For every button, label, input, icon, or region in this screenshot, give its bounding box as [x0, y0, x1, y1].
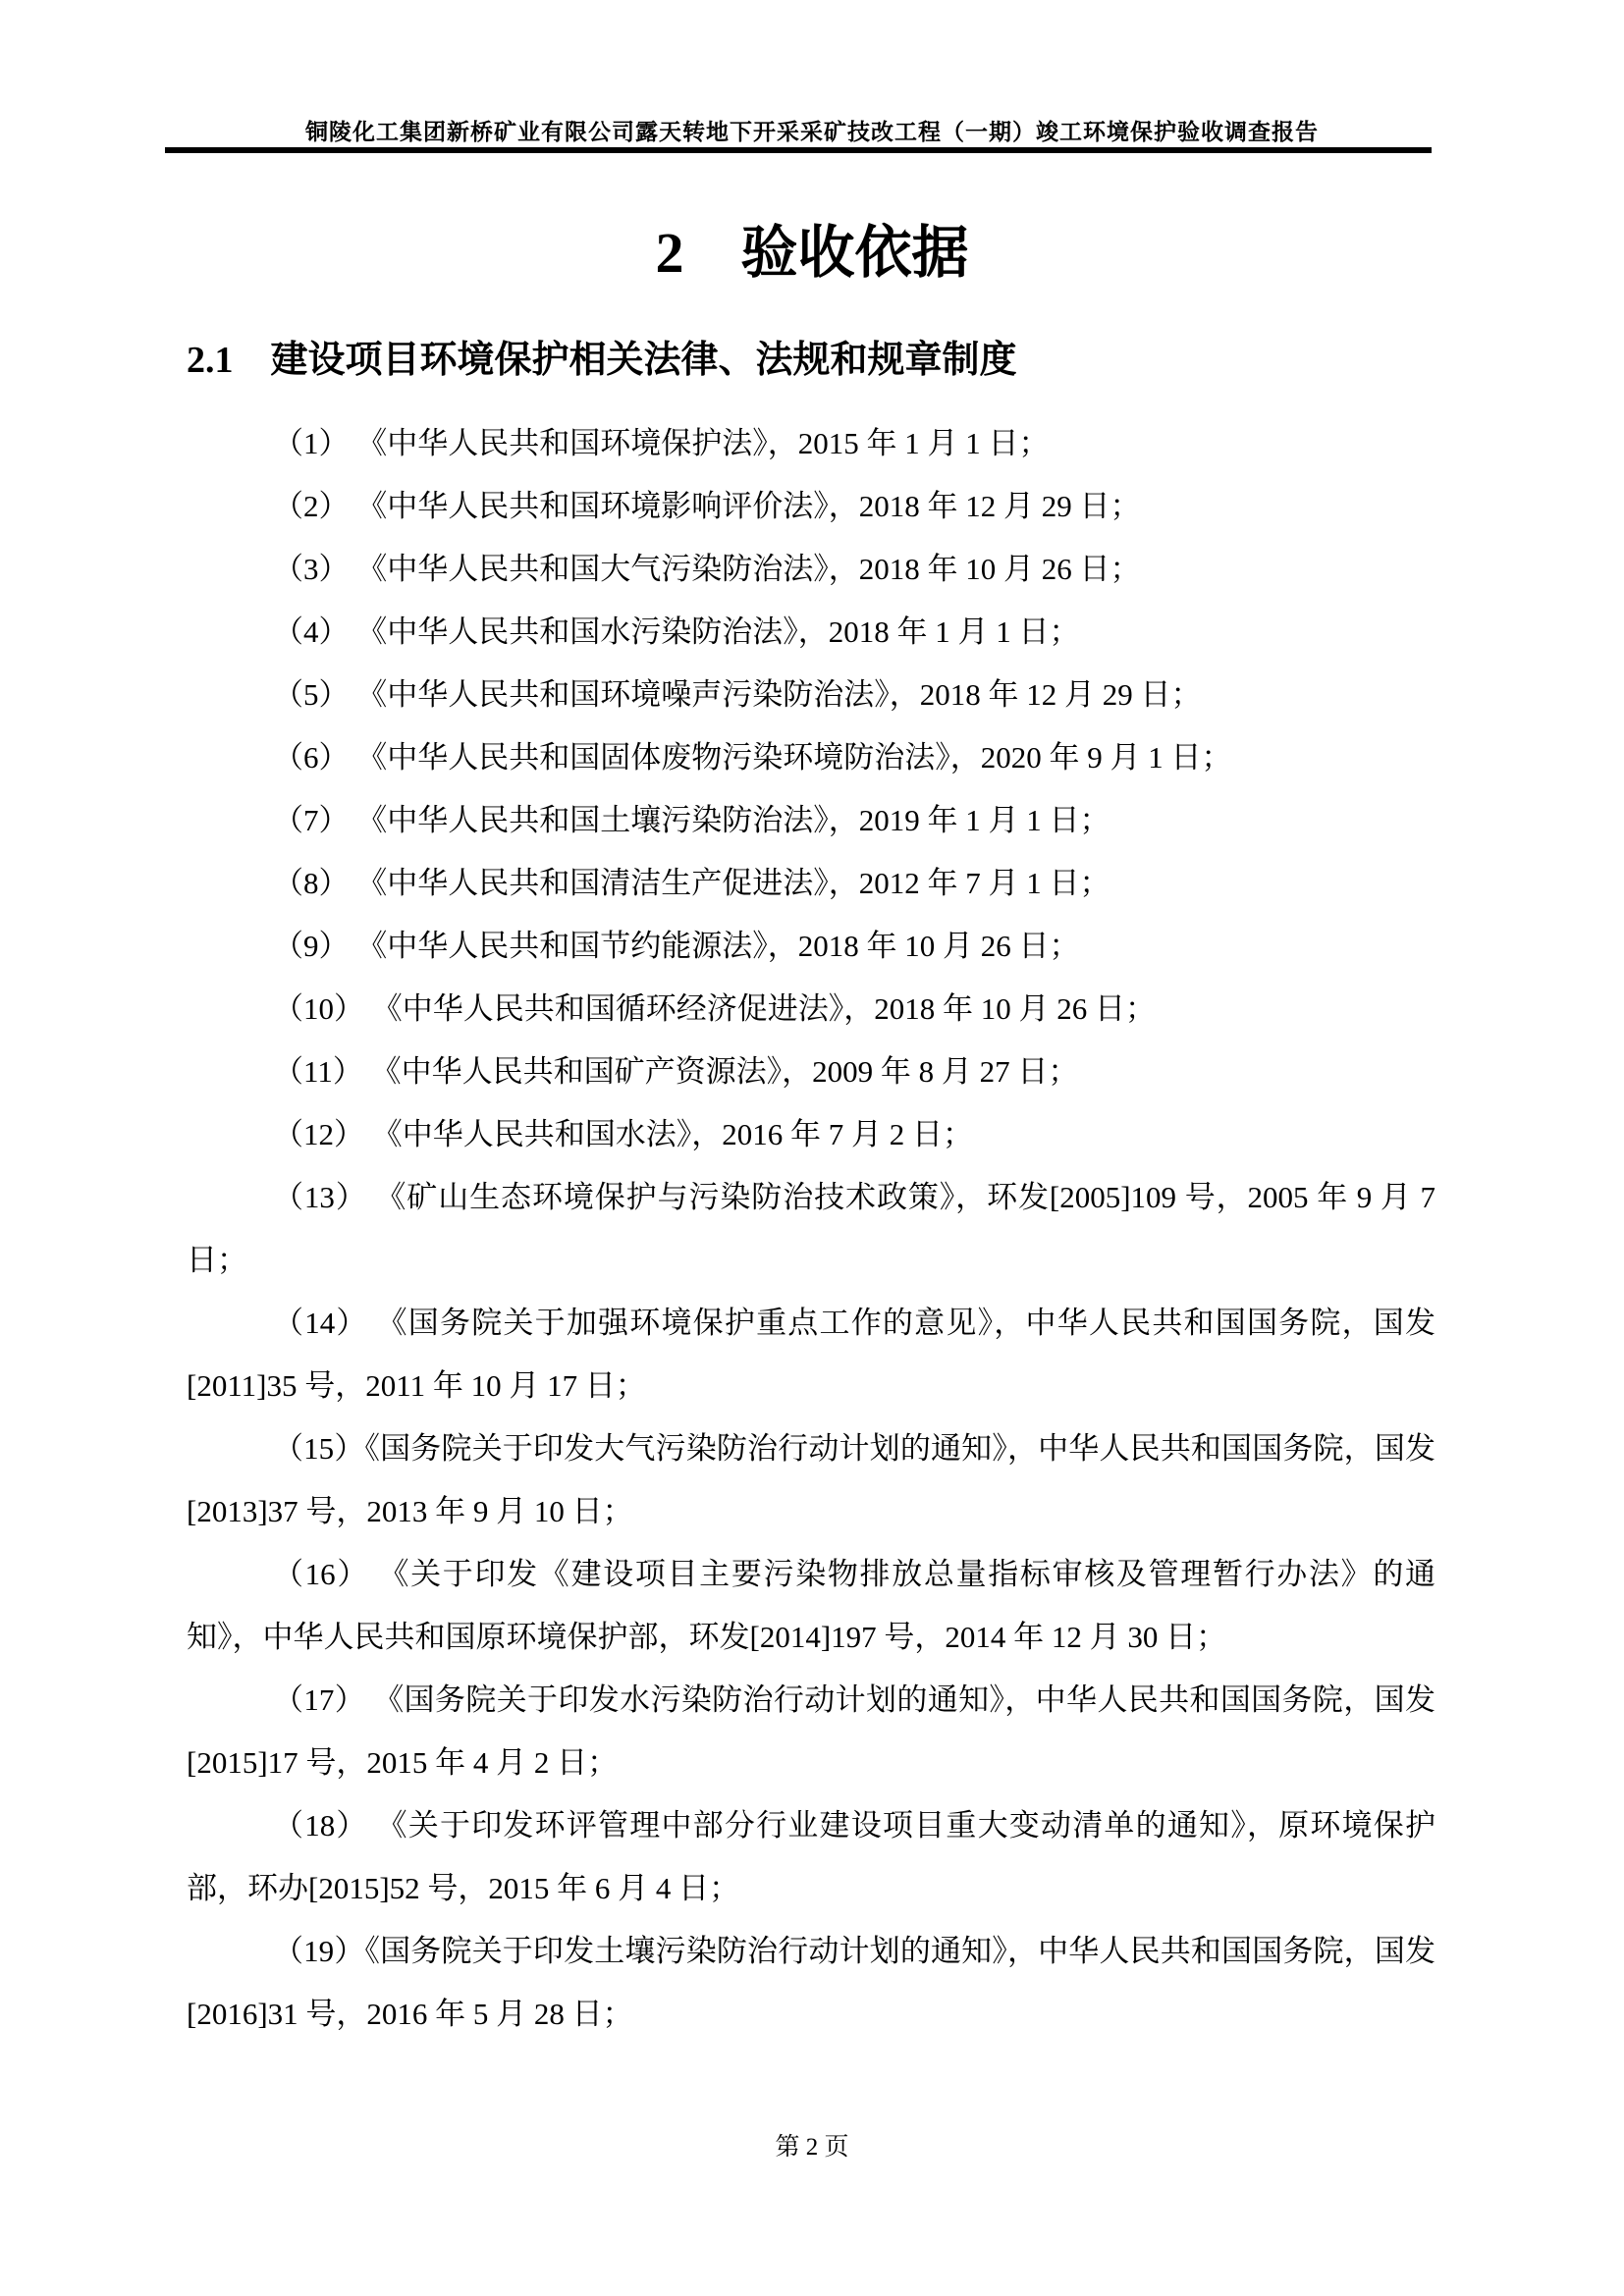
running-header: 铜陵化工集团新桥矿业有限公司露天转地下开采采矿技改工程（一期）竣工环境保护验收调查报告 [305, 120, 1319, 144]
reference-item: （17） 《国务院关于印发水污染防治行动计划的通知》，中华人民共和国国务院，国发[2015]17 号，2015 年 4 月 2 日； [187, 1682, 1435, 1780]
reference-item: （9） 《中华人民共和国节约能源法》，2018 年 10 月 26 日； [273, 929, 1080, 963]
reference-item: （13） 《矿山生态环境保护与污染防治技术政策》，环发[2005]109 号，2005 年 9 月 7 日； [187, 1180, 1435, 1277]
reference-item: （12） 《中华人民共和国水法》，2016 年 7 月 2 日； [273, 1117, 973, 1151]
reference-item: （19）《国务院关于印发土壤污染防治行动计划的通知》，中华人民共和国国务院，国发[2016]31 号，2016 年 5 月 28 日； [187, 1934, 1435, 2031]
reference-item: （6） 《中华人民共和国固体废物污染环境防治法》，2020 年 9 月 1 日； [273, 740, 1232, 774]
reference-item: （16） 《关于印发《建设项目主要污染物排放总量指标审核及管理暂行办法》的通知》，中华人民共和国原环境保护部，环发[2014]197 号，2014 年 12 月 30 日； [187, 1557, 1435, 1654]
chapter-title: 2 验收依据 [655, 221, 969, 285]
reference-item: （1） 《中华人民共和国环境保护法》，2015 年 1 月 1 日； [273, 426, 1050, 460]
reference-item: （11） 《中华人民共和国矿产资源法》，2009 年 8 月 27 日； [273, 1054, 1079, 1089]
reference-item: （8） 《中华人民共和国清洁生产促进法》，2012 年 7 月 1 日； [273, 866, 1110, 900]
reference-item: （14） 《国务院关于加强环境保护重点工作的意见》，中华人民共和国国务院，国发[2011]35 号，2011 年 10 月 17 日； [187, 1306, 1435, 1403]
reference-item: （10） 《中华人民共和国循环经济促进法》，2018 年 10 月 26 日； [273, 991, 1156, 1026]
page-number-footer: 第 2 页 [775, 2134, 849, 2161]
reference-item: （4） 《中华人民共和国水污染防治法》，2018 年 1 月 1 日； [273, 614, 1080, 649]
reference-item: （15）《国务院关于印发大气污染防治行动计划的通知》，中华人民共和国国务院，国发[2013]37 号，2013 年 9 月 10 日； [187, 1431, 1435, 1528]
header-rule [165, 147, 1432, 153]
reference-item: （3） 《中华人民共和国大气污染防治法》，2018 年 10 月 26 日； [273, 552, 1141, 586]
section-heading: 2.1 建设项目环境保护相关法律、法规和规章制度 [187, 340, 1017, 381]
reference-item: （18） 《关于印发环评管理中部分行业建设项目重大变动清单的通知》，原环境保护部，环办[2015]52 号，2015 年 6 月 4 日； [187, 1808, 1435, 1905]
legal-references-list [187, 412, 1435, 2046]
reference-item: （5） 《中华人民共和国环境噪声污染防治法》，2018 年 12 月 29 日； [273, 677, 1202, 712]
reference-item: （2） 《中华人民共和国环境影响评价法》，2018 年 12 月 29 日； [273, 489, 1141, 523]
reference-item: （7） 《中华人民共和国土壤污染防治法》，2019 年 1 月 1 日； [273, 803, 1110, 837]
